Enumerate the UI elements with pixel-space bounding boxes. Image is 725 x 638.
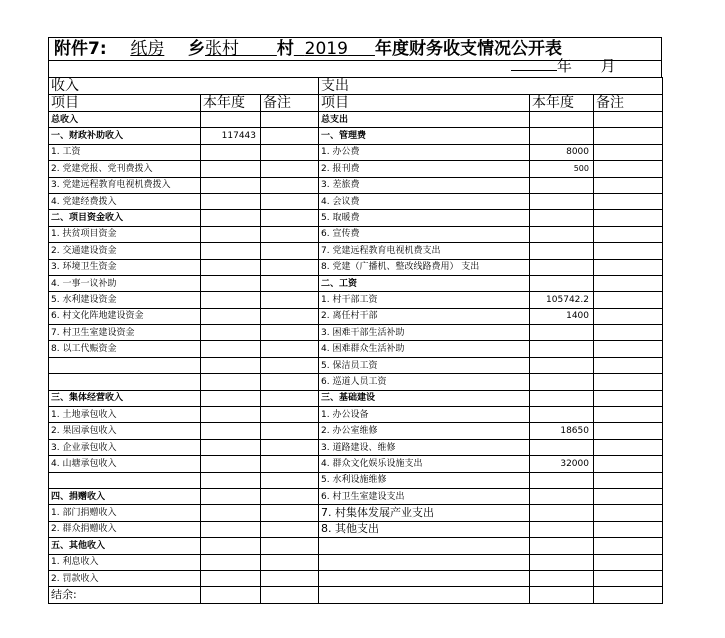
expense-amount-cell: 32000 bbox=[530, 456, 594, 472]
table-row bbox=[49, 210, 663, 226]
income-item-cell: 8. 以工代赈资金 bbox=[49, 341, 201, 357]
income-amount-cell bbox=[201, 407, 261, 423]
income-note-cell bbox=[261, 456, 319, 472]
income-note-cell bbox=[261, 521, 319, 537]
expense-note-cell bbox=[594, 423, 663, 439]
expense-item-cell: 3. 困难干部生活补助 bbox=[319, 325, 530, 341]
expense-note-cell bbox=[594, 374, 663, 390]
income-item-cell: 1. 工资 bbox=[49, 144, 201, 160]
expense-item-cell: 6. 村卫生室建设支出 bbox=[319, 488, 530, 504]
expense-item-cell: 5. 保洁员工资 bbox=[319, 357, 530, 373]
income-amount-cell bbox=[201, 505, 261, 521]
expense-amount-cell bbox=[530, 243, 594, 259]
table-row bbox=[49, 177, 663, 193]
expense-item-cell: 3. 道路建设、维修 bbox=[319, 439, 530, 455]
income-note-cell bbox=[261, 423, 319, 439]
income-item-cell: 2. 群众捐赠收入 bbox=[49, 521, 201, 537]
income-amount-cell bbox=[201, 357, 261, 373]
expense-item-cell bbox=[319, 570, 530, 586]
table-row bbox=[49, 112, 663, 128]
expense-amount-cell bbox=[530, 407, 594, 423]
expense-item-cell: 3. 差旅费 bbox=[319, 177, 530, 193]
expense-amount-cell bbox=[530, 505, 594, 521]
income-item-cell: 结余: bbox=[49, 587, 201, 603]
col-header-year-left: 本年度 bbox=[201, 95, 261, 112]
income-amount-cell bbox=[201, 292, 261, 308]
income-amount-cell bbox=[201, 521, 261, 537]
expense-amount-cell bbox=[530, 554, 594, 570]
income-item-cell bbox=[49, 472, 201, 488]
table-row bbox=[49, 505, 663, 521]
expense-amount-cell bbox=[530, 521, 594, 537]
expense-note-cell bbox=[594, 390, 663, 406]
title-suffix: 年度财务收支情况公开表 bbox=[374, 39, 562, 59]
income-item-cell: 总收入 bbox=[49, 112, 201, 128]
expense-item-cell: 7. 村集体发展产业支出 bbox=[319, 505, 530, 521]
income-item-cell: 3. 党建远程教育电视机费拨入 bbox=[49, 177, 201, 193]
title-township-suffix: 乡 bbox=[188, 39, 206, 59]
expense-note-cell bbox=[594, 488, 663, 504]
expense-item-cell: 1. 办公费 bbox=[319, 144, 530, 160]
income-note-cell bbox=[261, 259, 319, 275]
expense-amount-cell bbox=[530, 210, 594, 226]
income-item-cell: 1. 部门捐赠收入 bbox=[49, 505, 201, 521]
expense-amount-cell bbox=[530, 112, 594, 128]
expense-note-cell bbox=[594, 161, 663, 177]
expense-item-cell: 8. 其他支出 bbox=[319, 521, 530, 537]
expense-amount-cell bbox=[530, 128, 594, 144]
table-row bbox=[49, 587, 663, 603]
income-note-cell bbox=[261, 374, 319, 390]
income-amount-cell bbox=[201, 193, 261, 209]
income-note-cell bbox=[261, 292, 319, 308]
expense-item-cell: 三、基础建设 bbox=[319, 390, 530, 406]
income-amount-cell bbox=[201, 226, 261, 242]
income-item-cell: 1. 利息收入 bbox=[49, 554, 201, 570]
income-amount-cell bbox=[201, 325, 261, 341]
income-amount-cell: 117443 bbox=[201, 128, 261, 144]
expense-item-cell: 2. 报刊费 bbox=[319, 161, 530, 177]
table-row bbox=[49, 243, 663, 259]
expense-note-cell bbox=[594, 226, 663, 242]
expense-note-cell bbox=[594, 308, 663, 324]
title-prefix: 附件7: bbox=[54, 39, 107, 59]
expense-amount-cell bbox=[530, 587, 594, 603]
expense-note-cell bbox=[594, 292, 663, 308]
income-note-cell bbox=[261, 210, 319, 226]
income-note-cell bbox=[261, 226, 319, 242]
table-row bbox=[49, 226, 663, 242]
title-village-suffix: 村 bbox=[276, 39, 294, 59]
income-note-cell bbox=[261, 570, 319, 586]
expense-amount-cell: 105742.2 bbox=[530, 292, 594, 308]
income-amount-cell bbox=[201, 112, 261, 128]
income-amount-cell bbox=[201, 472, 261, 488]
income-item-cell: 2. 交通建设资金 bbox=[49, 243, 201, 259]
income-note-cell bbox=[261, 193, 319, 209]
expense-note-cell bbox=[594, 275, 663, 291]
income-item-cell: 7. 村卫生室建设资金 bbox=[49, 325, 201, 341]
income-amount-cell bbox=[201, 210, 261, 226]
income-item-cell: 4. 党建经费拨入 bbox=[49, 193, 201, 209]
expense-amount-cell bbox=[530, 177, 594, 193]
income-amount-cell bbox=[201, 161, 261, 177]
income-amount-cell bbox=[201, 554, 261, 570]
expense-item-cell: 一、管理费 bbox=[319, 128, 530, 144]
expense-amount-cell bbox=[530, 325, 594, 341]
table-row bbox=[49, 292, 663, 308]
income-note-cell bbox=[261, 488, 319, 504]
income-note-cell bbox=[261, 538, 319, 554]
income-note-cell bbox=[261, 177, 319, 193]
income-note-cell bbox=[261, 275, 319, 291]
col-header-year-right: 本年度 bbox=[530, 95, 594, 112]
income-amount-cell bbox=[201, 488, 261, 504]
income-note-cell bbox=[261, 308, 319, 324]
expense-item-cell: 8. 党建（广播机、整改线路费用） 支出 bbox=[319, 259, 530, 275]
expense-note-cell bbox=[594, 587, 663, 603]
month-label: 月 bbox=[600, 57, 616, 75]
expense-note-cell bbox=[594, 456, 663, 472]
table-row bbox=[49, 341, 663, 357]
income-amount-cell bbox=[201, 177, 261, 193]
expense-item-cell: 2. 办公室维修 bbox=[319, 423, 530, 439]
income-amount-cell bbox=[201, 570, 261, 586]
expense-item-cell bbox=[319, 554, 530, 570]
income-item-cell: 2. 果园承包收入 bbox=[49, 423, 201, 439]
table-row bbox=[49, 390, 663, 406]
income-item-cell: 1. 扶贫项目资金 bbox=[49, 226, 201, 242]
expense-note-cell bbox=[594, 505, 663, 521]
expense-item-cell: 二、工资 bbox=[319, 275, 530, 291]
expense-item-cell: 6. 宣传费 bbox=[319, 226, 530, 242]
expense-note-cell bbox=[594, 144, 663, 160]
income-item-cell: 6. 村文化阵地建设资金 bbox=[49, 308, 201, 324]
date-line bbox=[48, 57, 662, 77]
income-amount-cell bbox=[201, 587, 261, 603]
income-note-cell bbox=[261, 112, 319, 128]
expense-amount-cell bbox=[530, 472, 594, 488]
expense-amount-cell bbox=[530, 374, 594, 390]
table-row bbox=[49, 423, 663, 439]
income-item-cell: 五、其他收入 bbox=[49, 538, 201, 554]
table-row bbox=[49, 488, 663, 504]
expense-amount-cell bbox=[530, 538, 594, 554]
expense-item-cell: 5. 取暖费 bbox=[319, 210, 530, 226]
income-item-cell: 2. 党建党报、党刊费拨入 bbox=[49, 161, 201, 177]
title-year: 2019 bbox=[304, 39, 348, 59]
income-note-cell bbox=[261, 505, 319, 521]
income-item-cell: 三、集体经营收入 bbox=[49, 390, 201, 406]
expense-item-cell bbox=[319, 538, 530, 554]
expense-note-cell bbox=[594, 259, 663, 275]
table-row bbox=[49, 144, 663, 160]
income-note-cell bbox=[261, 341, 319, 357]
expense-item-cell: 4. 群众文化娱乐设施支出 bbox=[319, 456, 530, 472]
income-amount-cell bbox=[201, 341, 261, 357]
table-row bbox=[49, 374, 663, 390]
year-label: 年 bbox=[557, 57, 573, 75]
expense-note-cell bbox=[594, 538, 663, 554]
finance-table bbox=[48, 77, 663, 604]
income-note-cell bbox=[261, 439, 319, 455]
table-row bbox=[49, 193, 663, 209]
income-item-cell bbox=[49, 374, 201, 390]
expense-item-cell bbox=[319, 587, 530, 603]
income-item-cell: 四、捐赠收入 bbox=[49, 488, 201, 504]
income-note-cell bbox=[261, 390, 319, 406]
expense-item-cell: 1. 村干部工资 bbox=[319, 292, 530, 308]
income-amount-cell bbox=[201, 456, 261, 472]
income-note-cell bbox=[261, 554, 319, 570]
expense-amount-cell bbox=[530, 259, 594, 275]
col-header-item-left: 项目 bbox=[49, 95, 201, 112]
expense-amount-cell bbox=[530, 439, 594, 455]
table-row bbox=[49, 275, 663, 291]
income-note-cell bbox=[261, 357, 319, 373]
table-row bbox=[49, 128, 663, 144]
finance-disclosure-sheet bbox=[48, 37, 662, 604]
income-amount-cell bbox=[201, 439, 261, 455]
income-item-cell: 一、财政补助收入 bbox=[49, 128, 201, 144]
income-item-cell: 3. 企业承包收入 bbox=[49, 439, 201, 455]
income-note-cell bbox=[261, 472, 319, 488]
expense-amount-cell bbox=[530, 390, 594, 406]
table-row bbox=[49, 521, 663, 537]
expense-amount-cell: 18650 bbox=[530, 423, 594, 439]
expense-amount-cell bbox=[530, 570, 594, 586]
title-township: 纸房 bbox=[130, 39, 165, 59]
expense-item-cell: 7. 党建远程教育电视机费支出 bbox=[319, 243, 530, 259]
table-row bbox=[49, 570, 663, 586]
expense-section-label: 支出 bbox=[319, 78, 663, 95]
table-row bbox=[49, 472, 663, 488]
col-header-note-right: 备注 bbox=[594, 95, 663, 112]
expense-amount-cell: 1400 bbox=[530, 308, 594, 324]
income-note-cell bbox=[261, 587, 319, 603]
income-amount-cell bbox=[201, 275, 261, 291]
income-amount-cell bbox=[201, 538, 261, 554]
column-header-row bbox=[49, 95, 663, 112]
income-amount-cell bbox=[201, 308, 261, 324]
expense-note-cell bbox=[594, 341, 663, 357]
income-item-cell: 1. 土地承包收入 bbox=[49, 407, 201, 423]
expense-note-cell bbox=[594, 407, 663, 423]
expense-note-cell bbox=[594, 325, 663, 341]
income-note-cell bbox=[261, 128, 319, 144]
expense-note-cell bbox=[594, 570, 663, 586]
title-village: 张村 bbox=[205, 39, 240, 59]
income-section-label: 收入 bbox=[49, 78, 319, 95]
income-amount-cell bbox=[201, 243, 261, 259]
expense-note-cell bbox=[594, 439, 663, 455]
income-item-cell bbox=[49, 357, 201, 373]
income-amount-cell bbox=[201, 144, 261, 160]
expense-amount-cell: 500 bbox=[530, 161, 594, 177]
income-item-cell: 2. 罚款收入 bbox=[49, 570, 201, 586]
income-amount-cell bbox=[201, 390, 261, 406]
expense-item-cell: 2. 离任村干部 bbox=[319, 308, 530, 324]
table-row bbox=[49, 259, 663, 275]
expense-item-cell: 4. 困难群众生活补助 bbox=[319, 341, 530, 357]
expense-amount-cell: 8000 bbox=[530, 144, 594, 160]
expense-item-cell: 6. 巡道人员工资 bbox=[319, 374, 530, 390]
expense-item-cell: 4. 会议费 bbox=[319, 193, 530, 209]
expense-note-cell bbox=[594, 128, 663, 144]
expense-note-cell bbox=[594, 554, 663, 570]
income-item-cell: 4. 一事一议补助 bbox=[49, 275, 201, 291]
col-header-item-right: 项目 bbox=[319, 95, 530, 112]
income-item-cell: 3. 环境卫生资金 bbox=[49, 259, 201, 275]
income-item-cell: 5. 水利建设资金 bbox=[49, 292, 201, 308]
income-amount-cell bbox=[201, 374, 261, 390]
expense-amount-cell bbox=[530, 275, 594, 291]
expense-note-cell bbox=[594, 177, 663, 193]
expense-note-cell bbox=[594, 193, 663, 209]
expense-amount-cell bbox=[530, 193, 594, 209]
table-row bbox=[49, 407, 663, 423]
expense-note-cell bbox=[594, 472, 663, 488]
income-item-cell: 二、项目资金收入 bbox=[49, 210, 201, 226]
expense-item-cell: 5. 水利设施维修 bbox=[319, 472, 530, 488]
expense-note-cell bbox=[594, 243, 663, 259]
income-note-cell bbox=[261, 144, 319, 160]
table-row bbox=[49, 538, 663, 554]
income-amount-cell bbox=[201, 259, 261, 275]
income-note-cell bbox=[261, 325, 319, 341]
table-row bbox=[49, 357, 663, 373]
income-note-cell bbox=[261, 407, 319, 423]
income-item-cell: 4. 山塘承包收入 bbox=[49, 456, 201, 472]
table-row bbox=[49, 439, 663, 455]
col-header-note-left: 备注 bbox=[261, 95, 319, 112]
expense-note-cell bbox=[594, 521, 663, 537]
expense-note-cell bbox=[594, 112, 663, 128]
expense-note-cell bbox=[594, 357, 663, 373]
table-row bbox=[49, 161, 663, 177]
expense-note-cell bbox=[594, 210, 663, 226]
table-row bbox=[49, 325, 663, 341]
expense-item-cell: 1. 办公设备 bbox=[319, 407, 530, 423]
table-row bbox=[49, 308, 663, 324]
table-row bbox=[49, 554, 663, 570]
income-note-cell bbox=[261, 161, 319, 177]
expense-item-cell: 总支出 bbox=[319, 112, 530, 128]
expense-amount-cell bbox=[530, 357, 594, 373]
income-note-cell bbox=[261, 243, 319, 259]
table-row bbox=[49, 456, 663, 472]
income-amount-cell bbox=[201, 423, 261, 439]
expense-amount-cell bbox=[530, 226, 594, 242]
expense-amount-cell bbox=[530, 341, 594, 357]
expense-amount-cell bbox=[530, 488, 594, 504]
section-row bbox=[49, 78, 663, 95]
